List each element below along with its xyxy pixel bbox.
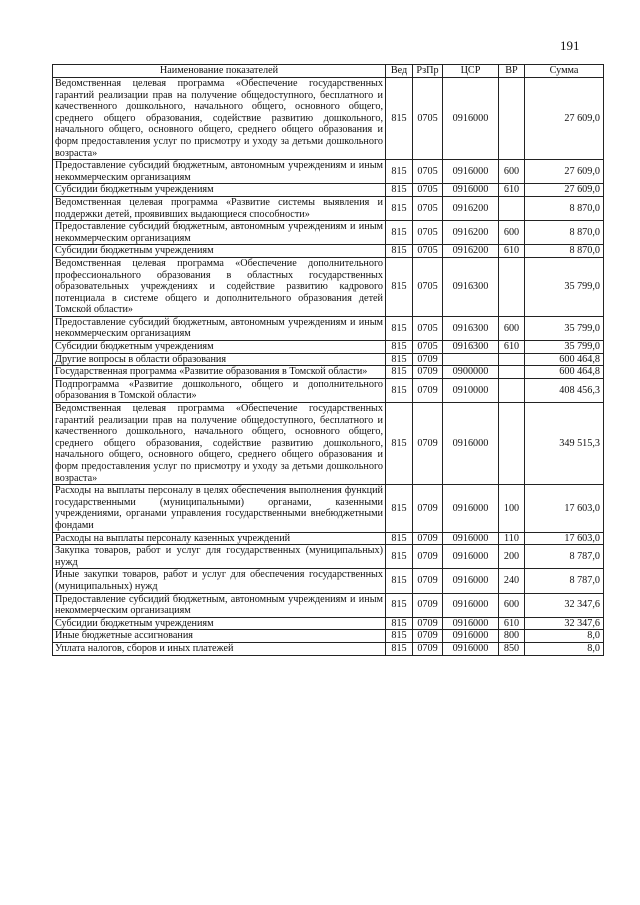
cell-sum: 8 870,0 xyxy=(525,196,604,220)
table-row xyxy=(53,184,604,197)
cell-rzpr: 0709 xyxy=(413,532,443,545)
cell-vr: 610 xyxy=(499,341,525,354)
cell-name: Уплата налогов, сборов и иных платежей xyxy=(53,642,386,655)
cell-sum: 408 456,3 xyxy=(525,378,604,402)
cell-vr: 200 xyxy=(499,545,525,569)
cell-rzpr: 0709 xyxy=(413,403,443,485)
cell-ved: 815 xyxy=(386,316,413,340)
cell-ved: 815 xyxy=(386,160,413,184)
cell-ved: 815 xyxy=(386,353,413,366)
cell-ved: 815 xyxy=(386,341,413,354)
cell-sum: 8 870,0 xyxy=(525,245,604,258)
cell-rzpr: 0709 xyxy=(413,642,443,655)
cell-sum: 27 609,0 xyxy=(525,184,604,197)
header-vr: ВР xyxy=(499,65,525,78)
cell-rzpr: 0705 xyxy=(413,196,443,220)
cell-sum: 600 464,8 xyxy=(525,353,604,366)
table-row xyxy=(53,569,604,593)
cell-ved: 815 xyxy=(386,593,413,617)
cell-vr: 850 xyxy=(499,642,525,655)
cell-csr: 0916200 xyxy=(443,221,499,245)
cell-csr: 0916000 xyxy=(443,545,499,569)
cell-ved: 815 xyxy=(386,366,413,379)
cell-name: Ведомственная целевая программа «Обеспечение государственных гарантий реализации прав на получение общедоступного, бесплатного и качественного дошкольного, начального общего, основного общего, среднего общего образования, содействие развитию дошкольного, начального общего, основного общего, среднего общего образования и форм предоставления услуг по присмотру и уходу за детьми дошкольного возраста» xyxy=(53,403,386,485)
cell-rzpr: 0705 xyxy=(413,160,443,184)
cell-sum: 35 799,0 xyxy=(525,316,604,340)
cell-vr: 600 xyxy=(499,593,525,617)
table-row xyxy=(53,160,604,184)
cell-vr: 110 xyxy=(499,532,525,545)
cell-csr xyxy=(443,353,499,366)
table-row xyxy=(53,78,604,160)
cell-name: Субсидии бюджетным учреждениям xyxy=(53,245,386,258)
cell-csr: 0916000 xyxy=(443,642,499,655)
cell-ved: 815 xyxy=(386,545,413,569)
cell-rzpr: 0709 xyxy=(413,593,443,617)
cell-sum: 8,0 xyxy=(525,630,604,643)
cell-name: Ведомственная целевая программа «Обеспечение государственных гарантий реализации прав на получение общедоступного, бесплатного и качественного дошкольного, начального общего, основного общего, среднего общего образования, содействие развитию дошкольного, начального общего, основного общего, среднего общего образования и форм предоставления услуг по присмотру и уходу за детьми дошкольного возраста» xyxy=(53,78,386,160)
cell-vr: 100 xyxy=(499,485,525,532)
cell-name: Субсидии бюджетным учреждениям xyxy=(53,341,386,354)
cell-ved: 815 xyxy=(386,532,413,545)
cell-sum: 35 799,0 xyxy=(525,341,604,354)
cell-ved: 815 xyxy=(386,403,413,485)
cell-name: Расходы на выплаты персоналу в целях обеспечения выполнения функций государственными (муниципальными) органами, казенными учреждениями, органами управления государственными внебюджетными фондами xyxy=(53,485,386,532)
cell-csr: 0916000 xyxy=(443,485,499,532)
cell-vr xyxy=(499,257,525,316)
cell-name: Предоставление субсидий бюджетным, автономным учреждениям и иным некоммерческим организациям xyxy=(53,593,386,617)
cell-csr: 0916200 xyxy=(443,245,499,258)
cell-sum: 8,0 xyxy=(525,642,604,655)
cell-ved: 815 xyxy=(386,378,413,402)
cell-vr: 600 xyxy=(499,160,525,184)
cell-vr: 610 xyxy=(499,617,525,630)
table-row xyxy=(53,532,604,545)
cell-rzpr: 0709 xyxy=(413,545,443,569)
cell-name: Закупка товаров, работ и услуг для государственных (муниципальных) нужд xyxy=(53,545,386,569)
cell-csr: 0916300 xyxy=(443,316,499,340)
cell-csr: 0916300 xyxy=(443,341,499,354)
page-number: 191 xyxy=(560,38,580,53)
cell-vr xyxy=(499,196,525,220)
table-row xyxy=(53,593,604,617)
cell-rzpr: 0705 xyxy=(413,221,443,245)
cell-vr: 800 xyxy=(499,630,525,643)
cell-sum: 8 787,0 xyxy=(525,569,604,593)
cell-sum: 349 515,3 xyxy=(525,403,604,485)
cell-csr: 0900000 xyxy=(443,366,499,379)
cell-rzpr: 0709 xyxy=(413,569,443,593)
cell-vr: 610 xyxy=(499,245,525,258)
cell-vr xyxy=(499,353,525,366)
cell-sum: 17 603,0 xyxy=(525,485,604,532)
cell-vr: 610 xyxy=(499,184,525,197)
cell-name: Субсидии бюджетным учреждениям xyxy=(53,184,386,197)
cell-rzpr: 0705 xyxy=(413,78,443,160)
cell-name: Ведомственная целевая программа «Обеспечение дополнительного профессионального образования в областных государственных образовательных учреждениях и содействие развитию кадрового потенциала в системе общего и дополнительного образования детей Томской области» xyxy=(53,257,386,316)
header-ved: Вед xyxy=(386,65,413,78)
cell-ved: 815 xyxy=(386,78,413,160)
cell-ved: 815 xyxy=(386,184,413,197)
cell-csr: 0916000 xyxy=(443,160,499,184)
cell-ved: 815 xyxy=(386,245,413,258)
table-row xyxy=(53,630,604,643)
cell-csr: 0916000 xyxy=(443,630,499,643)
cell-ved: 815 xyxy=(386,196,413,220)
cell-name: Предоставление субсидий бюджетным, автономным учреждениям и иным некоммерческим организациям xyxy=(53,160,386,184)
cell-rzpr: 0709 xyxy=(413,353,443,366)
cell-rzpr: 0705 xyxy=(413,184,443,197)
cell-rzpr: 0709 xyxy=(413,378,443,402)
cell-name: Другие вопросы в области образования xyxy=(53,353,386,366)
cell-sum: 27 609,0 xyxy=(525,160,604,184)
cell-sum: 32 347,6 xyxy=(525,593,604,617)
cell-csr: 0910000 xyxy=(443,378,499,402)
cell-csr: 0916000 xyxy=(443,403,499,485)
cell-ved: 815 xyxy=(386,221,413,245)
cell-rzpr: 0709 xyxy=(413,630,443,643)
cell-csr: 0916000 xyxy=(443,532,499,545)
cell-sum: 35 799,0 xyxy=(525,257,604,316)
header-rzpr: РзПр xyxy=(413,65,443,78)
table-row xyxy=(53,196,604,220)
table-row xyxy=(53,403,604,485)
table-row xyxy=(53,221,604,245)
table-row xyxy=(53,245,604,258)
cell-sum: 27 609,0 xyxy=(525,78,604,160)
cell-csr: 0916200 xyxy=(443,196,499,220)
cell-csr: 0916000 xyxy=(443,617,499,630)
budget-table xyxy=(52,64,604,656)
table-row xyxy=(53,366,604,379)
cell-sum: 8 870,0 xyxy=(525,221,604,245)
cell-ved: 815 xyxy=(386,257,413,316)
cell-vr xyxy=(499,403,525,485)
cell-rzpr: 0709 xyxy=(413,485,443,532)
cell-rzpr: 0705 xyxy=(413,341,443,354)
cell-vr: 600 xyxy=(499,221,525,245)
cell-ved: 815 xyxy=(386,485,413,532)
cell-name: Расходы на выплаты персоналу казенных учреждений xyxy=(53,532,386,545)
table-row xyxy=(53,378,604,402)
cell-name: Государственная программа «Развитие образования в Томской области» xyxy=(53,366,386,379)
cell-name: Иные закупки товаров, работ и услуг для обеспечения государственных (муниципальных) нужд xyxy=(53,569,386,593)
cell-vr xyxy=(499,366,525,379)
cell-name: Предоставление субсидий бюджетным, автономным учреждениям и иным некоммерческим организациям xyxy=(53,316,386,340)
cell-rzpr: 0709 xyxy=(413,617,443,630)
cell-vr: 240 xyxy=(499,569,525,593)
cell-sum: 600 464,8 xyxy=(525,366,604,379)
cell-csr: 0916300 xyxy=(443,257,499,316)
cell-name: Ведомственная целевая программа «Развитие системы выявления и поддержки детей, проявивших выдающиеся способности» xyxy=(53,196,386,220)
cell-name: Иные бюджетные ассигнования xyxy=(53,630,386,643)
cell-name: Субсидии бюджетным учреждениям xyxy=(53,617,386,630)
cell-sum: 32 347,6 xyxy=(525,617,604,630)
cell-vr: 600 xyxy=(499,316,525,340)
cell-rzpr: 0705 xyxy=(413,257,443,316)
table-row xyxy=(53,316,604,340)
table-row xyxy=(53,353,604,366)
cell-rzpr: 0709 xyxy=(413,366,443,379)
table-row xyxy=(53,617,604,630)
cell-ved: 815 xyxy=(386,630,413,643)
cell-sum: 8 787,0 xyxy=(525,545,604,569)
cell-vr xyxy=(499,78,525,160)
cell-name: Предоставление субсидий бюджетным, автономным учреждениям и иным некоммерческим организациям xyxy=(53,221,386,245)
cell-csr: 0916000 xyxy=(443,184,499,197)
cell-csr: 0916000 xyxy=(443,569,499,593)
cell-ved: 815 xyxy=(386,617,413,630)
table-body xyxy=(53,78,604,656)
table-row xyxy=(53,485,604,532)
cell-vr xyxy=(499,378,525,402)
header-sum: Сумма xyxy=(525,65,604,78)
cell-ved: 815 xyxy=(386,569,413,593)
header-csr: ЦСР xyxy=(443,65,499,78)
cell-rzpr: 0705 xyxy=(413,245,443,258)
table-row xyxy=(53,545,604,569)
cell-csr: 0916000 xyxy=(443,78,499,160)
table-row xyxy=(53,257,604,316)
header-name: Наименование показателей xyxy=(53,65,386,78)
cell-rzpr: 0705 xyxy=(413,316,443,340)
table-row xyxy=(53,341,604,354)
cell-name: Подпрограмма «Развитие дошкольного, общего и дополнительного образования в Томской области» xyxy=(53,378,386,402)
table-header-row xyxy=(53,65,604,78)
cell-ved: 815 xyxy=(386,642,413,655)
cell-csr: 0916000 xyxy=(443,593,499,617)
cell-sum: 17 603,0 xyxy=(525,532,604,545)
table-row xyxy=(53,642,604,655)
